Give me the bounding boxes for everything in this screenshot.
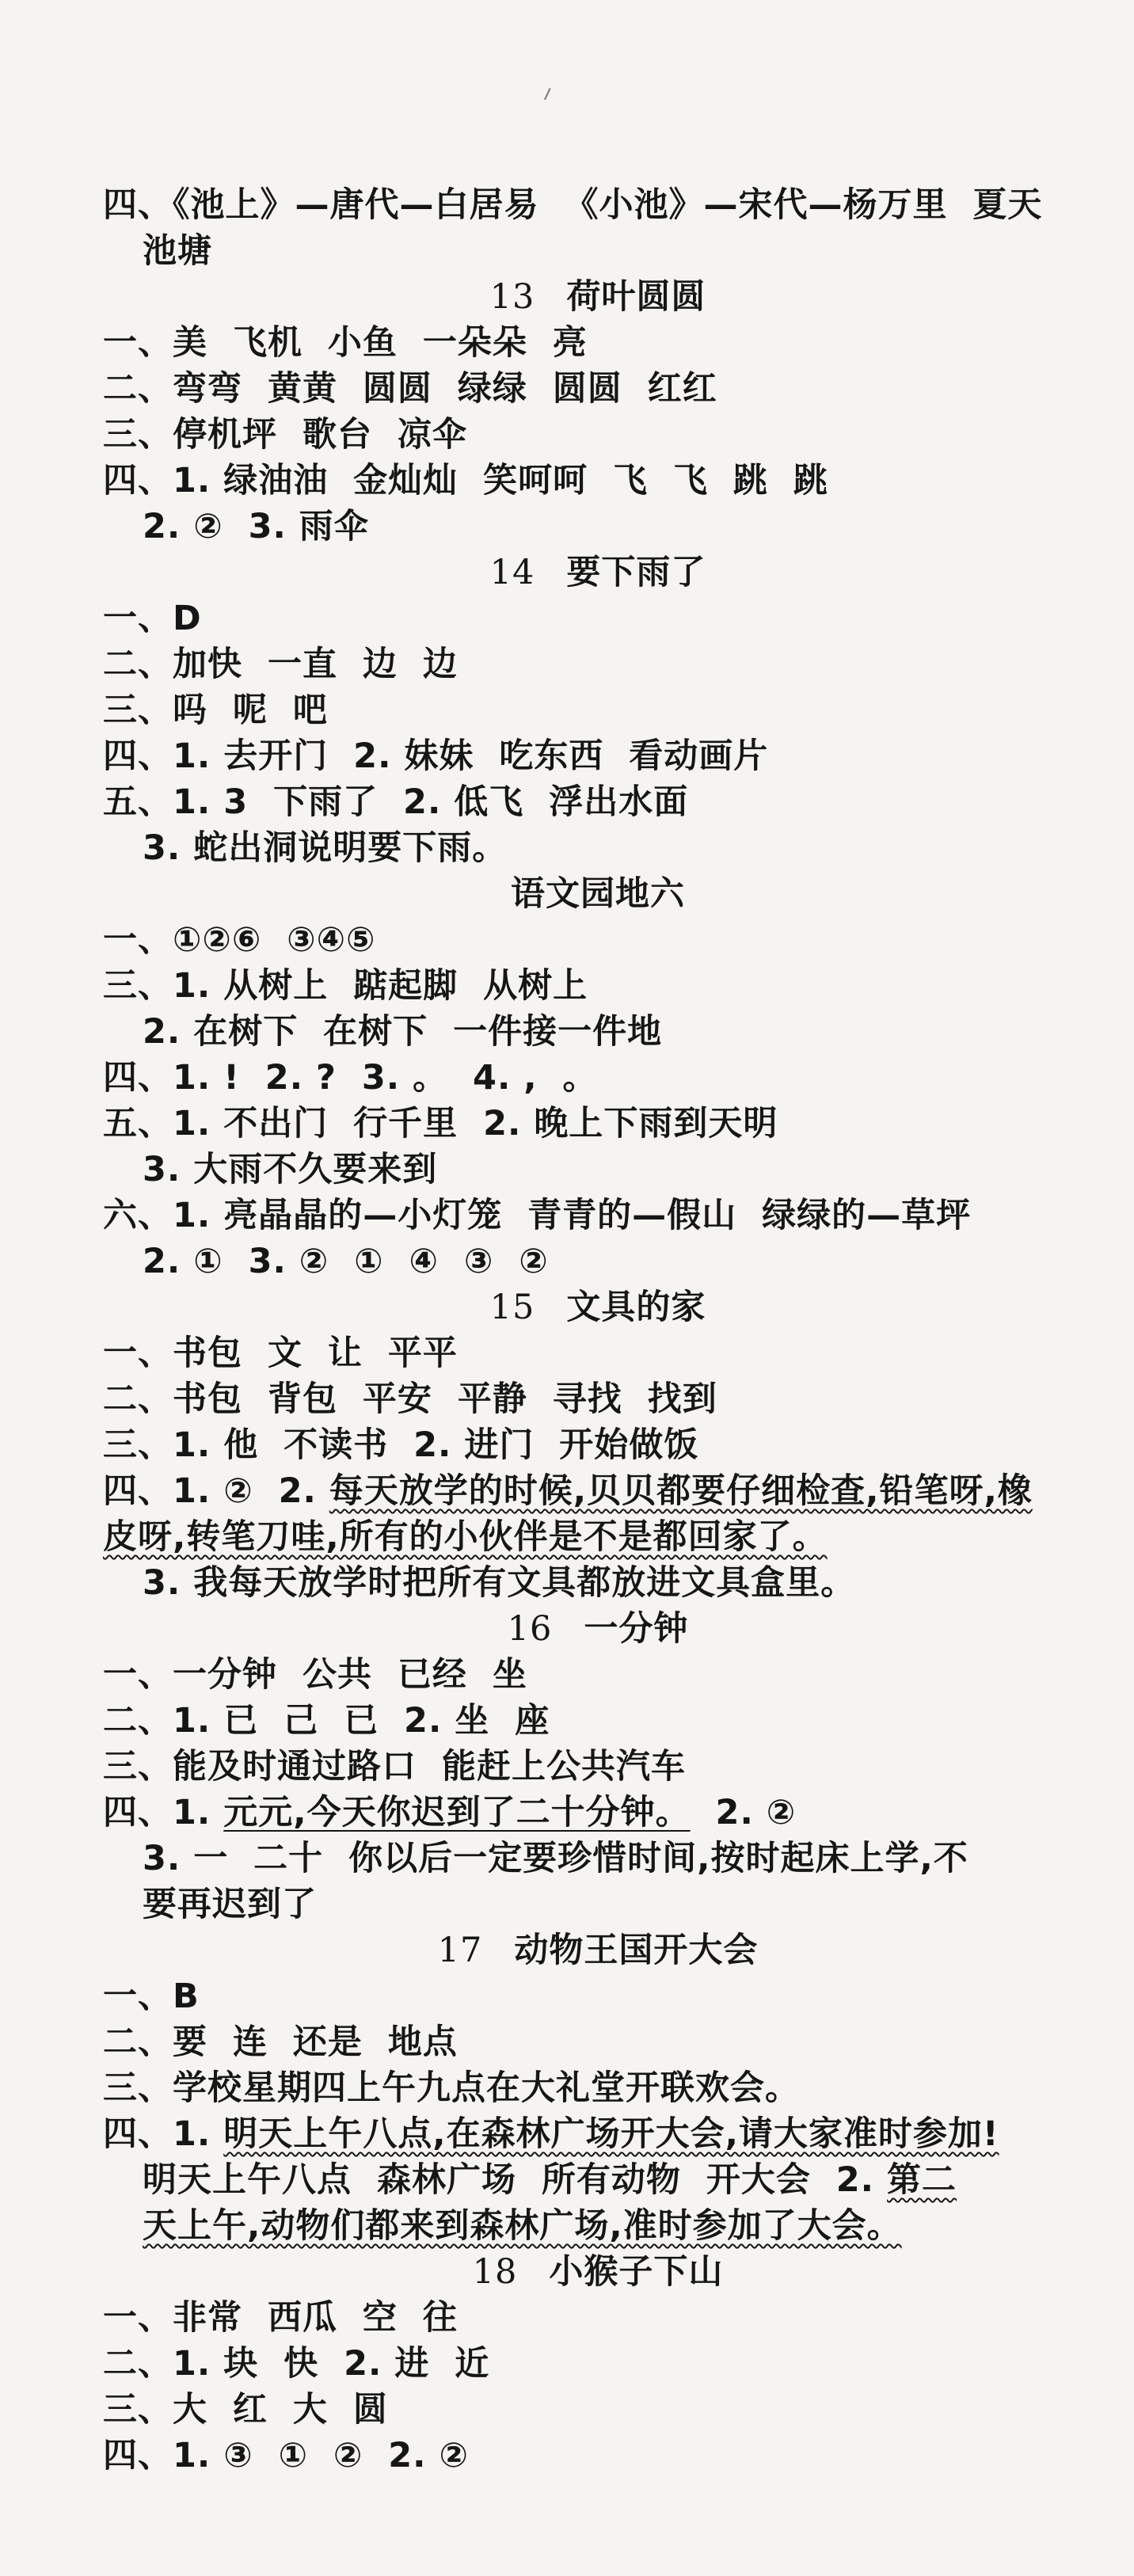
answer-line: 池塘 xyxy=(143,231,212,271)
answer-prefix: 四、1. xyxy=(103,2114,224,2154)
answer-line xyxy=(103,2111,1037,2157)
wavy-underlined-answer: 明天上午八点,在森林广场开大会,请大家准时参加! xyxy=(223,2114,999,2154)
answer-prefix: 四、1. ② 2. xyxy=(103,1471,329,1511)
answer-line: 二、加快 一直 边 边 xyxy=(103,645,458,684)
answer-line: 二、1. 块 快 2. 进 近 xyxy=(103,2344,490,2384)
answer-line: 四、《池上》—唐代—白居易 《小池》—宋代—杨万里 夏天 xyxy=(103,185,1043,225)
section-title: 动物王国开大会 xyxy=(514,1931,759,1970)
answer-line: 一、一分钟 公共 已经 坐 xyxy=(103,1655,527,1695)
section-heading xyxy=(103,871,1037,917)
answer-line: 五、1. 3 下雨了 2. 低飞 浮出水面 xyxy=(103,782,689,822)
answer-line: 六、1. 亮晶晶的—小灯笼 青青的—假山 绿绿的—草坪 xyxy=(103,1196,972,1235)
section-heading xyxy=(103,550,1037,595)
answer-line: 四、1. ③ ① ② 2. ② xyxy=(103,2436,469,2475)
answer-line xyxy=(103,1468,1037,1514)
wavy-underlined-answer: 皮呀,转笔刀哇,所有的小伙伴是不是都回家了。 xyxy=(103,1517,828,1557)
answer-line: 一、书包 文 让 平平 xyxy=(103,1334,458,1373)
section-title: 语文园地六 xyxy=(511,874,685,914)
answer-line xyxy=(103,2203,1037,2249)
answer-line xyxy=(103,1790,1037,1836)
answer-line: 三、吗 呢 吧 xyxy=(103,691,328,730)
section-heading xyxy=(103,1284,1037,1330)
answer-prefix: 明天上午八点 森林广场 所有动物 开大会 2. xyxy=(143,2160,887,2200)
pen-mark xyxy=(544,88,555,102)
answer-line: 2. 在树下 在树下 一件接一件地 xyxy=(143,1012,663,1052)
underlined-answer: 元元,今天你迟到了二十分钟。 xyxy=(223,1793,691,1832)
section-heading xyxy=(103,2249,1037,2295)
answer-line: 三、1. 他 不读书 2. 进门 开始做饭 xyxy=(103,1425,699,1465)
section-number: 14 xyxy=(489,553,535,592)
answer-line: 四、1. 绿油油 金灿灿 笑呵呵 飞 飞 跳 跳 xyxy=(103,461,828,500)
answer-line: 四、1. 去开门 2. 妹妹 吃东西 看动画片 xyxy=(103,736,769,776)
answer-suffix: 2. ② xyxy=(690,1793,797,1832)
section-number: 15 xyxy=(489,1288,535,1327)
answer-line: 2. ① 3. ② ① ④ ③ ② xyxy=(143,1242,549,1281)
answer-line: 二、要 连 还是 地点 xyxy=(103,2022,458,2062)
answer-line: 二、书包 背包 平安 平静 寻找 找到 xyxy=(103,1379,717,1419)
answer-line: 三、大 红 大 圆 xyxy=(103,2390,388,2430)
answer-line: 3. 蛇出洞说明要下雨。 xyxy=(143,828,508,868)
answer-line: 3. 我每天放学时把所有文具都放进文具盒里。 xyxy=(143,1563,856,1603)
answer-line xyxy=(103,2157,1037,2203)
section-heading xyxy=(103,274,1037,320)
answer-line: 一、非常 西瓜 空 往 xyxy=(103,2298,458,2338)
answer-line: 二、1. 已 己 已 2. 坐 座 xyxy=(103,1701,550,1741)
wavy-underlined-answer: 每天放学的时候,贝贝都要仔细检查,铅笔呀,橡 xyxy=(329,1471,1033,1511)
answer-line: 一、①②⑥ ③④⑤ xyxy=(103,920,376,960)
answer-block xyxy=(103,182,1043,2479)
section-title: 小猴子下山 xyxy=(549,2252,724,2292)
section-title: 一分钟 xyxy=(584,1609,689,1649)
section-number: 18 xyxy=(472,2252,518,2292)
answer-line: 三、停机坪 歌台 凉伞 xyxy=(103,415,467,455)
answer-line: 二、弯弯 黄黄 圆圆 绿绿 圆圆 红红 xyxy=(103,369,717,409)
section-number: 13 xyxy=(489,277,535,317)
section-number: 17 xyxy=(437,1931,483,1970)
section-heading xyxy=(103,1927,1037,1973)
answer-line: 三、能及时通过路口 能赶上公共汽车 xyxy=(103,1747,686,1786)
answer-line: 五、1. 不出门 行千里 2. 晚上下雨到天明 xyxy=(103,1104,778,1143)
section-title: 要下雨了 xyxy=(566,553,706,592)
answer-line: 要再迟到了 xyxy=(143,1885,317,1924)
answer-prefix: 四、1. xyxy=(103,1793,224,1832)
answer-line: 3. 一 二十 你以后一定要珍惜时间,按时起床上学,不 xyxy=(143,1839,968,1878)
answer-line: 一、美 飞机 小鱼 一朵朵 亮 xyxy=(103,323,588,363)
answer-line: 一、D xyxy=(103,599,202,638)
section-heading xyxy=(103,1606,1037,1652)
answer-line: 3. 大雨不久要来到 xyxy=(143,1150,438,1189)
section-title: 荷叶圆圆 xyxy=(566,277,706,317)
wavy-underlined-answer: 第二 xyxy=(887,2160,957,2200)
answer-line: 四、1. ! 2. ? 3. 。 4. , 。 xyxy=(103,1058,598,1098)
section-title: 文具的家 xyxy=(566,1288,706,1327)
section-number: 16 xyxy=(507,1609,553,1649)
answer-line: 三、学校星期四上午九点在大礼堂开联欢会。 xyxy=(103,2068,800,2108)
answer-line: 2. ② 3. 雨伞 xyxy=(143,507,369,546)
answer-line: 一、B xyxy=(103,1977,200,2016)
answer-line: 三、1. 从树上 踮起脚 从树上 xyxy=(103,966,588,1006)
wavy-underlined-answer: 天上午,动物们都来到森林广场,准时参加了大会。 xyxy=(143,2206,902,2246)
answer-line xyxy=(103,1514,1037,1560)
